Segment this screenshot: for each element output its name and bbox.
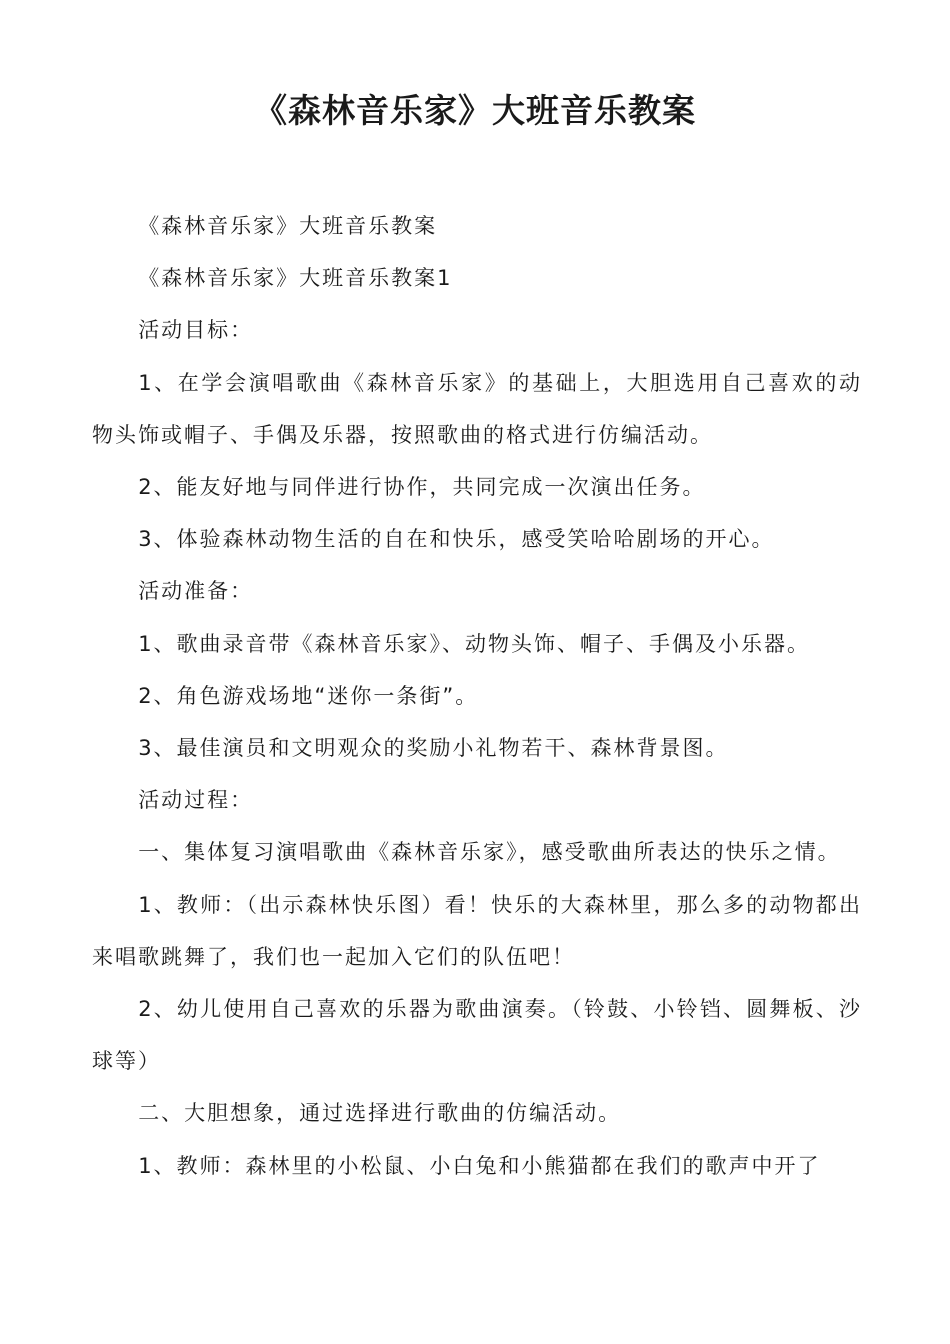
paragraph-process-1-2: 2、幼儿使用自己喜欢的乐器为歌曲演奏。（铃鼓、小铃铛、圆舞板、沙球等） — [92, 997, 862, 1074]
section-heading-goals: 活动目标： — [138, 318, 254, 343]
paragraph-goal-2: 2、能友好地与同伴进行协作，共同完成一次演出任务。 — [138, 475, 706, 500]
document-title: 《森林音乐家》大班音乐教案 — [254, 91, 696, 130]
paragraph-subtitle: 《森林音乐家》大班音乐教案 — [138, 214, 438, 238]
paragraph-goal-1: 1、在学会演唱歌曲《森林音乐家》的基础上，大胆选用自己喜欢的动物头饰或帽子、手偶及乐器，按照歌曲的格式进行仿编活动。 — [92, 370, 862, 447]
section-heading-preparation: 活动准备： — [138, 579, 254, 604]
paragraph-process-part-1: 一、集体复习演唱歌曲《森林音乐家》，感受歌曲所表达的快乐之情。 — [138, 840, 841, 865]
paragraph-prep-3: 3、最佳演员和文明观众的奖励小礼物若干、森林背景图。 — [138, 736, 729, 761]
paragraph-prep-1: 1、歌曲录音带《森林音乐家》、动物头饰、帽子、手偶及小乐器。 — [138, 631, 811, 656]
paragraph-goal-3: 3、体验森林动物生活的自在和快乐，感受笑哈哈剧场的开心。 — [138, 527, 775, 552]
paragraph-lesson-heading: 《森林音乐家》大班音乐教案1 — [138, 266, 453, 291]
paragraph-process-part-2: 二、大胆想象，通过选择进行歌曲的仿编活动。 — [138, 1101, 622, 1126]
paragraph-prep-2: 2、角色游戏场地“迷你一条街”。 — [138, 683, 479, 708]
paragraph-process-2-1: 1、教师：森林里的小松鼠、小白兔和小熊猫都在我们的歌声中开了 — [138, 1153, 821, 1178]
paragraph-process-1-1: 1、教师：（出示森林快乐图）看！快乐的大森林里，那么多的动物都出来唱歌跳舞了，我们也一起加入它们的队伍吧！ — [92, 892, 862, 969]
section-heading-process: 活动过程： — [138, 788, 254, 813]
document-body — [92, 200, 862, 1192]
